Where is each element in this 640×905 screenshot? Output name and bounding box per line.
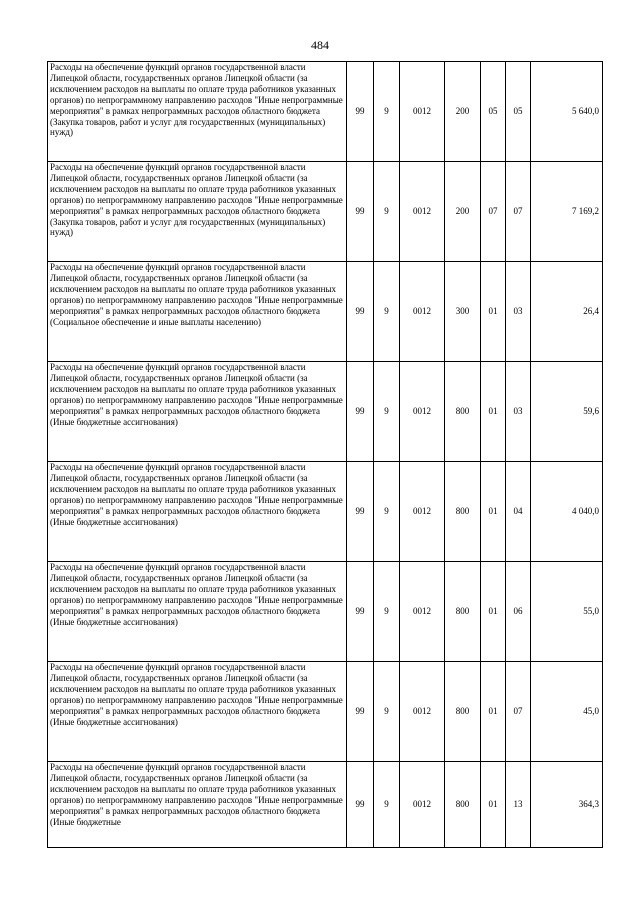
code-cell-2: 9 (374, 262, 400, 362)
amount-cell: 7 169,2 (531, 162, 603, 262)
table-row (48, 762, 603, 848)
code-cell-4: 800 (445, 662, 481, 762)
code-cell-1: 99 (347, 162, 374, 262)
amount-cell: 59,6 (531, 362, 603, 462)
code-cell-2: 9 (374, 662, 400, 762)
expense-name: Расходы на обеспечение функций органов государственной власти Липецкой области, государственных органов Липецкой области (за исключением расходов на выплаты по оплате труда работников указанных органов) по непрограммному направлению расходов "Иные непрограммные мероприятия" в рамках непрограммных расходов областного бюджета (Иные бюджетные ассигнования) (50, 362, 343, 427)
amount-cell: 4 040,0 (531, 462, 603, 562)
code-cell-3: 0012 (400, 562, 445, 662)
code-cell-1: 99 (347, 762, 374, 848)
expense-name-cell (48, 462, 347, 562)
code-cell-2: 9 (374, 162, 400, 262)
code-cell-6: 05 (506, 62, 531, 162)
code-cell-5: 01 (481, 762, 506, 848)
code-cell-5: 01 (481, 362, 506, 462)
code-cell-3: 0012 (400, 462, 445, 562)
code-cell-6: 06 (506, 562, 531, 662)
amount-cell: 45,0 (531, 662, 603, 762)
table-row (48, 562, 603, 662)
code-cell-5: 01 (481, 462, 506, 562)
code-cell-1: 99 (347, 362, 374, 462)
amount-cell: 26,4 (531, 262, 603, 362)
code-cell-1: 99 (347, 662, 374, 762)
expense-name-cell (48, 162, 347, 262)
code-cell-4: 800 (445, 362, 481, 462)
code-cell-5: 05 (481, 62, 506, 162)
code-cell-1: 99 (347, 462, 374, 562)
expense-name-cell (48, 262, 347, 362)
page-number: 484 (311, 38, 329, 52)
code-cell-3: 0012 (400, 262, 445, 362)
expense-name: Расходы на обеспечение функций органов государственной власти Липецкой области, государственных органов Липецкой области (за исключением расходов на выплаты по оплате труда работников указанных органов) по непрограммному направлению расходов "Иные непрограммные мероприятия" в рамках непрограммных расходов областного бюджета (Закупка товаров, работ и услуг для государственных (муниципальных) нужд) (50, 62, 343, 138)
code-cell-6: 07 (506, 662, 531, 762)
code-cell-2: 9 (374, 762, 400, 848)
code-cell-2: 9 (374, 62, 400, 162)
code-cell-3: 0012 (400, 162, 445, 262)
code-cell-5: 01 (481, 262, 506, 362)
table-row (48, 462, 603, 562)
code-cell-3: 0012 (400, 762, 445, 848)
expense-name-cell (48, 362, 347, 462)
code-cell-5: 01 (481, 562, 506, 662)
code-cell-3: 0012 (400, 662, 445, 762)
budget-table (47, 61, 603, 848)
code-cell-5: 01 (481, 662, 506, 762)
code-cell-4: 800 (445, 462, 481, 562)
expense-name: Расходы на обеспечение функций органов государственной власти Липецкой области, государственных органов Липецкой области (за исключением расходов на выплаты по оплате труда работников указанных органов) по непрограммному направлению расходов "Иные непрограммные мероприятия" в рамках непрограммных расходов областного бюджета (Закупка товаров, работ и услуг для государственных (муниципальных) нужд) (50, 162, 343, 238)
table-row (48, 262, 603, 362)
amount-cell: 5 640,0 (531, 62, 603, 162)
code-cell-1: 99 (347, 262, 374, 362)
expense-name-cell (48, 762, 347, 848)
code-cell-4: 800 (445, 762, 481, 848)
code-cell-4: 200 (445, 162, 481, 262)
code-cell-6: 03 (506, 262, 531, 362)
expense-name-cell (48, 62, 347, 162)
amount-cell: 55,0 (531, 562, 603, 662)
code-cell-6: 07 (506, 162, 531, 262)
code-cell-1: 99 (347, 62, 374, 162)
expense-name: Расходы на обеспечение функций органов государственной власти Липецкой области, государственных органов Липецкой области (за исключением расходов на выплаты по оплате труда работников указанных органов) по непрограммному направлению расходов "Иные непрограммные мероприятия" в рамках непрограммных расходов областного бюджета (Социальное обеспечение и иные выплаты населению) (50, 262, 343, 327)
code-cell-3: 0012 (400, 362, 445, 462)
expense-name: Расходы на обеспечение функций органов государственной власти Липецкой области, государственных органов Липецкой области (за исключением расходов на выплаты по оплате труда работников указанных органов) по непрограммному направлению расходов "Иные непрограммные мероприятия" в рамках непрограммных расходов областного бюджета (Иные бюджетные ассигнования) (50, 462, 343, 527)
table-row (48, 362, 603, 462)
table-row (48, 62, 603, 162)
expense-name-cell (48, 662, 347, 762)
expense-name: Расходы на обеспечение функций органов государственной власти Липецкой области, государственных органов Липецкой области (за исключением расходов на выплаты по оплате труда работников указанных органов) по непрограммному направлению расходов "Иные непрограммные мероприятия" в рамках непрограммных расходов областного бюджета (Иные бюджетные ассигнования) (50, 662, 343, 727)
code-cell-5: 07 (481, 162, 506, 262)
code-cell-6: 03 (506, 362, 531, 462)
expense-name: Расходы на обеспечение функций органов государственной власти Липецкой области, государственных органов Липецкой области (за исключением расходов на выплаты по оплате труда работников указанных органов) по непрограммному направлению расходов "Иные непрограммные мероприятия" в рамках непрограммных расходов областного бюджета (Иные бюджетные ассигнования) (50, 562, 343, 627)
code-cell-2: 9 (374, 362, 400, 462)
code-cell-4: 300 (445, 262, 481, 362)
code-cell-3: 0012 (400, 62, 445, 162)
amount-cell: 364,3 (531, 762, 603, 848)
code-cell-2: 9 (374, 562, 400, 662)
table-row (48, 162, 603, 262)
code-cell-6: 04 (506, 462, 531, 562)
code-cell-2: 9 (374, 462, 400, 562)
expense-name: Расходы на обеспечение функций органов государственной власти Липецкой области, государственных органов Липецкой области (за исключением расходов на выплаты по оплате труда работников указанных органов) по непрограммному направлению расходов "Иные непрограммные мероприятия" в рамках непрограммных расходов областного бюджета (Иные бюджетные (50, 762, 343, 827)
code-cell-6: 13 (506, 762, 531, 848)
code-cell-1: 99 (347, 562, 374, 662)
code-cell-4: 800 (445, 562, 481, 662)
table-row (48, 662, 603, 762)
expense-name-cell (48, 562, 347, 662)
code-cell-4: 200 (445, 62, 481, 162)
